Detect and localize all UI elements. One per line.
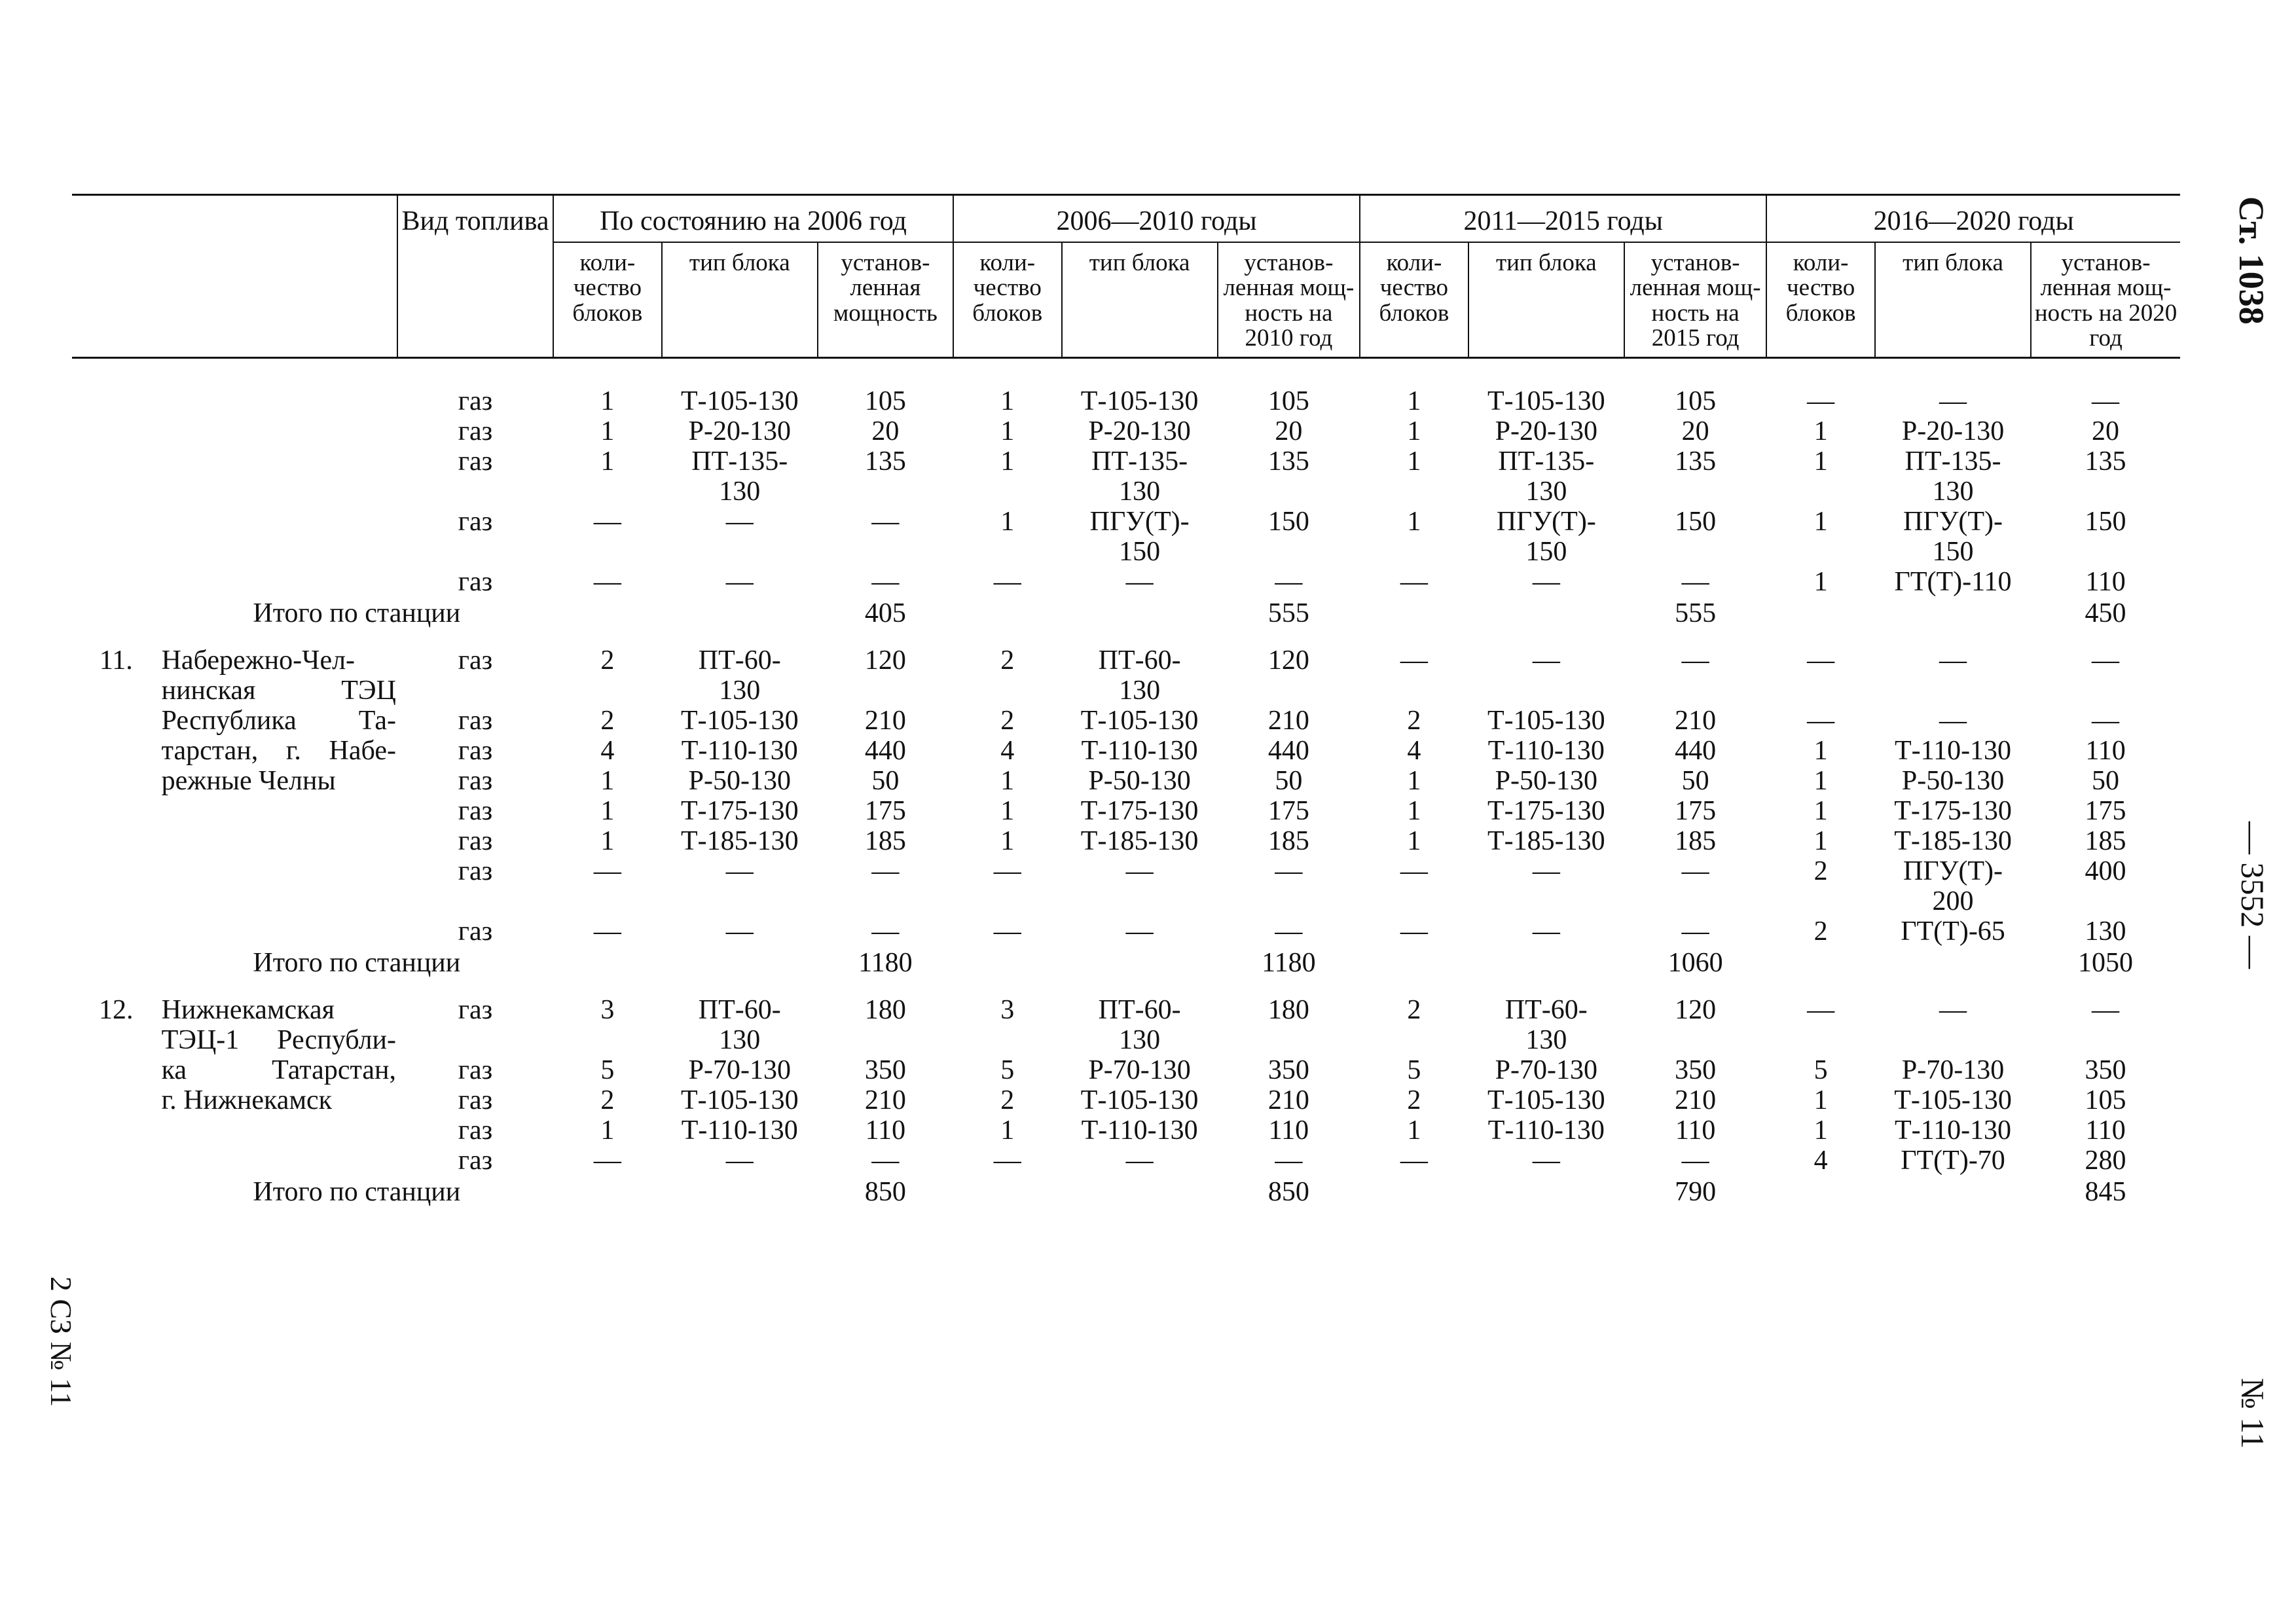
capacity-cell: 105 xyxy=(1267,386,1309,416)
type-cell: ПТ-60- 130 xyxy=(1504,994,1588,1055)
qty-cell: 1 xyxy=(1813,795,1828,826)
type-cell: ПГУ(Т)- 150 xyxy=(1496,506,1596,567)
type-cell: Т-175-130 xyxy=(680,795,799,826)
type-cell: Р-50-130 xyxy=(1901,765,2005,796)
qty-header: коли-чество блоков xyxy=(1766,242,1875,357)
capacity-cell: — xyxy=(1275,916,1303,947)
station-total-value: 555 xyxy=(1267,598,1309,628)
type-cell: ПТ-135- 130 xyxy=(1091,446,1188,507)
qty-cell: 1 xyxy=(1000,795,1015,826)
qty-cell: 1 xyxy=(1407,386,1421,416)
station-header xyxy=(72,195,397,358)
type-cell: Т-105-130 xyxy=(680,705,799,736)
qty-cell: — xyxy=(1400,645,1428,676)
fuel-cell: газ xyxy=(458,705,493,736)
capacity-cell: 20 xyxy=(2092,416,2120,446)
fuel-cell: газ xyxy=(458,795,493,826)
fuel-cell: газ xyxy=(458,1115,493,1146)
type-cell: ПТ-135- 130 xyxy=(691,446,788,507)
qty-cell: 2 xyxy=(600,645,615,676)
capacity-cell: — xyxy=(871,1145,900,1176)
qty-cell: 2 xyxy=(1813,856,1828,886)
capacity-cell: 210 xyxy=(864,1085,906,1115)
station-name-line: Республика Та- xyxy=(161,705,396,736)
capacity-cell: 135 xyxy=(1267,446,1309,477)
station-total-label: Итого по станции xyxy=(253,947,461,978)
capacity-cell: 105 xyxy=(2085,1085,2126,1115)
type-cell: — xyxy=(725,1145,754,1176)
qty-cell: — xyxy=(1807,386,1835,416)
capacity-cell: 135 xyxy=(864,446,906,477)
type-cell: Т-105-130 xyxy=(680,1085,799,1115)
capacity-cell: 20 xyxy=(1681,416,1709,446)
station-name-line: тарстан, г. Набе- xyxy=(161,735,396,766)
type-cell: Т-110-130 xyxy=(681,1115,798,1146)
capacity-cell: 135 xyxy=(2085,446,2126,477)
capacity-cell: 350 xyxy=(864,1055,906,1085)
qty-cell: 1 xyxy=(600,416,615,446)
fuel-cell: газ xyxy=(458,1085,493,1115)
type-cell: Р-50-130 xyxy=(1088,765,1191,796)
station-total-value: 1060 xyxy=(1667,947,1723,978)
capacity-cell: 210 xyxy=(1675,705,1717,736)
qty-cell: 2 xyxy=(1407,705,1421,736)
qty-cell: 2 xyxy=(1407,1085,1421,1115)
qty-cell: 1 xyxy=(1813,765,1828,796)
type-cell: — xyxy=(1939,645,1967,676)
capacity-cell: 120 xyxy=(1675,994,1717,1025)
type-header: тип блока xyxy=(662,242,818,357)
capacity-cell: — xyxy=(1681,856,1709,886)
type-cell: — xyxy=(1939,705,1967,736)
type-cell: Т-105-130 xyxy=(680,386,799,416)
qty-cell: 2 xyxy=(1000,1085,1015,1115)
capacity-cell: 180 xyxy=(1267,994,1309,1025)
type-cell: Т-185-130 xyxy=(680,825,799,856)
station-name-line: нинская ТЭЦ xyxy=(161,675,396,706)
type-cell: Т-175-130 xyxy=(1080,795,1199,826)
type-cell: Р-50-130 xyxy=(1495,765,1597,796)
printer-signature: 2 СЗ № 11 xyxy=(45,1276,78,1407)
station-total-value: 790 xyxy=(1675,1176,1717,1207)
qty-cell: 1 xyxy=(1813,1085,1828,1115)
station-name-line: ка Татарстан, xyxy=(161,1055,396,1085)
qty-cell: 1 xyxy=(600,446,615,477)
qty-cell: 1 xyxy=(1813,1115,1828,1146)
type-cell: Р-70-130 xyxy=(1901,1055,2005,1085)
capacity-cell: 150 xyxy=(1267,506,1309,537)
type-cell: ПГУ(Т)- 150 xyxy=(1903,506,2003,567)
fuel-cell: газ xyxy=(458,1055,493,1085)
station-name xyxy=(160,386,397,597)
qty-cell: 3 xyxy=(600,994,615,1025)
type-cell: — xyxy=(725,566,754,597)
type-cell: Т-110-130 xyxy=(1894,735,2012,766)
type-cell: Т-185-130 xyxy=(1894,825,2012,856)
type-cell: Р-20-130 xyxy=(1088,416,1191,446)
type-cell: — xyxy=(1532,916,1560,947)
type-cell: ГТ(Т)-65 xyxy=(1901,916,2005,947)
capacity-cell: 440 xyxy=(1675,735,1717,766)
qty-cell: 2 xyxy=(1813,916,1828,947)
qty-cell: 3 xyxy=(1000,994,1015,1025)
type-cell: Т-175-130 xyxy=(1487,795,1605,826)
issue-number: № 11 xyxy=(2234,1378,2271,1449)
qty-cell: — xyxy=(993,916,1021,947)
qty-cell: 2 xyxy=(600,1085,615,1115)
type-header: тип блока xyxy=(1875,242,2031,357)
type-cell: — xyxy=(1532,566,1560,597)
type-cell: Т-105-130 xyxy=(1080,705,1199,736)
table-row xyxy=(72,386,2180,416)
station-total-value: 850 xyxy=(1267,1176,1309,1207)
fuel-cell: газ xyxy=(458,916,493,947)
capacity-cell: 185 xyxy=(1675,825,1717,856)
fuel-cell: газ xyxy=(458,446,493,477)
capacity-cell: — xyxy=(1275,1145,1303,1176)
type-cell: Р-20-130 xyxy=(688,416,791,446)
capacity-header: установ-ленная мощ-ность на 2010 год xyxy=(1218,242,1360,357)
qty-cell: 2 xyxy=(1000,645,1015,676)
qty-cell: 1 xyxy=(1407,506,1421,537)
group-header-2016-2020: 2016—2020 годы xyxy=(1766,195,2180,242)
capacity-cell: 105 xyxy=(864,386,906,416)
qty-cell: 1 xyxy=(1000,386,1015,416)
station-total-row xyxy=(72,1176,2180,1215)
qty-cell: — xyxy=(1400,856,1428,886)
qty-cell: 5 xyxy=(1407,1055,1421,1085)
capacity-cell: 130 xyxy=(2085,916,2126,947)
qty-cell: 1 xyxy=(1000,765,1015,796)
fuel-cell: газ xyxy=(458,825,493,856)
capacity-cell: 350 xyxy=(1267,1055,1309,1085)
capacity-cell: 175 xyxy=(864,795,906,826)
qty-header: коли-чество блоков xyxy=(553,242,662,357)
capacity-cell: 185 xyxy=(864,825,906,856)
qty-cell: 1 xyxy=(1813,446,1828,477)
qty-cell: 5 xyxy=(1813,1055,1828,1085)
capacity-cell: 120 xyxy=(864,645,906,676)
qty-cell: 1 xyxy=(600,795,615,826)
capacity-cell: 110 xyxy=(1268,1115,1309,1146)
capacity-cell: 135 xyxy=(1675,446,1717,477)
capacity-cell: 175 xyxy=(1675,795,1717,826)
type-cell: Т-110-130 xyxy=(1487,735,1605,766)
type-cell: ПТ-60- 130 xyxy=(1098,994,1181,1055)
type-cell: Т-105-130 xyxy=(1487,1085,1605,1115)
station-name-line: режные Челны xyxy=(161,765,336,796)
capacity-cell: 350 xyxy=(2085,1055,2126,1085)
qty-cell: 1 xyxy=(1407,1115,1421,1146)
type-cell: Т-105-130 xyxy=(1080,1085,1199,1115)
capacity-cell: — xyxy=(2092,386,2120,416)
fuel-cell: газ xyxy=(458,386,493,416)
capacity-cell: 185 xyxy=(1267,825,1309,856)
type-cell: Т-110-130 xyxy=(1894,1115,2012,1146)
group-header-2006-2010: 2006—2010 годы xyxy=(953,195,1360,242)
type-cell: — xyxy=(725,506,754,537)
capacity-cell: 50 xyxy=(2092,765,2120,796)
qty-cell: 1 xyxy=(1407,825,1421,856)
type-header: тип блока xyxy=(1062,242,1218,357)
capacity-cell: 280 xyxy=(2085,1145,2126,1176)
type-cell: Т-110-130 xyxy=(1081,1115,1198,1146)
qty-cell: 4 xyxy=(1000,735,1015,766)
qty-cell: — xyxy=(1807,705,1835,736)
capacity-cell: 185 xyxy=(2085,825,2126,856)
station-total-value: 1180 xyxy=(858,947,913,978)
fuel-cell: газ xyxy=(458,566,493,597)
capacity-cell: 210 xyxy=(1675,1085,1717,1115)
qty-cell: 1 xyxy=(1000,825,1015,856)
qty-cell: 1 xyxy=(1407,765,1421,796)
qty-cell: 5 xyxy=(600,1055,615,1085)
station-total-value: 850 xyxy=(864,1176,906,1207)
document-number: — 3552 — xyxy=(2234,821,2271,969)
group-header-2011-2015: 2011—2015 годы xyxy=(1360,195,1766,242)
qty-cell: 1 xyxy=(600,386,615,416)
fuel-header: Вид топлива xyxy=(397,195,553,358)
station-total-row xyxy=(72,947,2180,986)
type-cell: — xyxy=(1125,916,1154,947)
table-row xyxy=(72,636,2180,706)
capacity-cell: 20 xyxy=(1275,416,1303,446)
station-number: 11. xyxy=(99,645,133,676)
station-total-value: 845 xyxy=(2085,1176,2126,1207)
capacity-cell: — xyxy=(2092,645,2120,676)
capacity-cell: 175 xyxy=(2085,795,2126,826)
capacity-cell: 150 xyxy=(1675,506,1717,537)
type-cell: Р-50-130 xyxy=(688,765,791,796)
station-name-line: г. Нижнекамск xyxy=(161,1085,333,1115)
capacity-cell: 110 xyxy=(2085,1115,2126,1146)
station-total-label: Итого по станции xyxy=(253,1176,461,1207)
capacity-header: установ-ленная мощ-ность на 2020 год xyxy=(2031,242,2180,357)
qty-cell: 1 xyxy=(1000,1115,1015,1146)
type-cell: ГТ(Т)-110 xyxy=(1894,566,2012,597)
fuel-cell: газ xyxy=(458,416,493,446)
type-header: тип блока xyxy=(1468,242,1624,357)
qty-cell: 1 xyxy=(1813,566,1828,597)
table-row xyxy=(72,986,2180,1055)
type-cell: ПТ-135- 130 xyxy=(1904,446,2001,507)
station-total-value: 450 xyxy=(2085,598,2126,628)
qty-cell: 1 xyxy=(1000,506,1015,537)
qty-cell: — xyxy=(1807,645,1835,676)
qty-cell: — xyxy=(593,856,621,886)
capacity-cell: — xyxy=(871,856,900,886)
station-total-value: 1180 xyxy=(1262,947,1316,978)
type-cell: — xyxy=(1125,1145,1154,1176)
station-number xyxy=(72,386,160,597)
qty-cell: 1 xyxy=(600,1115,615,1146)
capacity-cell: 110 xyxy=(1675,1115,1716,1146)
type-cell: — xyxy=(725,856,754,886)
capacity-cell: 210 xyxy=(864,705,906,736)
type-cell: Т-175-130 xyxy=(1894,795,2012,826)
qty-cell: — xyxy=(593,506,621,537)
type-cell: Р-20-130 xyxy=(1495,416,1597,446)
type-cell: Т-105-130 xyxy=(1487,386,1605,416)
fuel-cell: газ xyxy=(458,1145,493,1176)
type-cell: Т-105-130 xyxy=(1080,386,1199,416)
type-cell: Р-70-130 xyxy=(1495,1055,1597,1085)
page-number: Ст. 1038 xyxy=(2232,196,2271,325)
type-cell: ПГУ(Т)- 200 xyxy=(1903,856,2003,916)
capacity-cell: — xyxy=(1275,566,1303,597)
capacity-header: установ-ленная мощ-ность на 2015 год xyxy=(1624,242,1766,357)
capacity-cell: — xyxy=(871,916,900,947)
type-cell: ПТ-135- 130 xyxy=(1498,446,1595,507)
qty-cell: 1 xyxy=(600,825,615,856)
qty-cell: — xyxy=(993,566,1021,597)
station-total-value: 555 xyxy=(1675,598,1717,628)
qty-cell: 2 xyxy=(1407,994,1421,1025)
station-name-line: Нижнекамская xyxy=(161,994,335,1025)
capacity-cell: 50 xyxy=(871,765,900,796)
station-name-line: Набережно-Чел- xyxy=(161,645,355,676)
capacity-cell: 150 xyxy=(2085,506,2126,537)
qty-cell: 1 xyxy=(1000,446,1015,477)
fuel-cell: газ xyxy=(458,506,493,537)
power-units-table xyxy=(72,194,2180,1215)
type-cell: — xyxy=(1939,386,1967,416)
type-cell: Т-110-130 xyxy=(1081,735,1198,766)
qty-cell: — xyxy=(1400,566,1428,597)
qty-cell: 4 xyxy=(600,735,615,766)
capacity-cell: 350 xyxy=(1675,1055,1717,1085)
type-cell: Т-185-130 xyxy=(1487,825,1605,856)
qty-cell: 1 xyxy=(1000,416,1015,446)
qty-cell: — xyxy=(593,1145,621,1176)
capacity-cell: — xyxy=(871,506,900,537)
type-cell: ПГУ(Т)- 150 xyxy=(1089,506,1190,567)
qty-cell: 1 xyxy=(1813,735,1828,766)
qty-cell: 2 xyxy=(1000,705,1015,736)
qty-cell: 2 xyxy=(600,705,615,736)
capacity-cell: — xyxy=(1681,645,1709,676)
qty-cell: 1 xyxy=(1407,446,1421,477)
qty-cell: — xyxy=(993,1145,1021,1176)
type-cell: Т-185-130 xyxy=(1080,825,1199,856)
capacity-cell: 400 xyxy=(2085,856,2126,886)
type-cell: Р-20-130 xyxy=(1901,416,2005,446)
fuel-cell: газ xyxy=(458,856,493,886)
station-total-label: Итого по станции xyxy=(253,598,461,628)
capacity-cell: 105 xyxy=(1675,386,1717,416)
capacity-cell: 180 xyxy=(864,994,906,1025)
fuel-cell: газ xyxy=(458,735,493,766)
capacity-cell: — xyxy=(2092,705,2120,736)
qty-cell: — xyxy=(993,856,1021,886)
capacity-cell: 110 xyxy=(865,1115,906,1146)
capacity-cell: 110 xyxy=(2085,566,2126,597)
table-body xyxy=(72,357,2180,1215)
group-header-2006: По состоянию на 2006 год xyxy=(553,195,953,242)
type-cell: ГТ(Т)-70 xyxy=(1901,1145,2005,1176)
station-name xyxy=(160,636,397,947)
capacity-cell: 210 xyxy=(1267,705,1309,736)
type-cell: — xyxy=(1125,566,1154,597)
station-total-value: 405 xyxy=(864,598,906,628)
fuel-cell: газ xyxy=(458,765,493,796)
qty-cell: — xyxy=(593,566,621,597)
qty-cell: — xyxy=(1400,916,1428,947)
type-cell: Т-110-130 xyxy=(681,735,798,766)
station-name-line: ТЭЦ-1 Республи- xyxy=(161,1024,396,1055)
capacity-cell: 50 xyxy=(1681,765,1709,796)
station-total-value: 1050 xyxy=(2078,947,2134,978)
qty-header: коли-чество блоков xyxy=(1360,242,1468,357)
capacity-cell: 50 xyxy=(1275,765,1303,796)
capacity-header: установ-ленная мощность xyxy=(818,242,953,357)
qty-cell: 1 xyxy=(1813,416,1828,446)
station-name xyxy=(160,986,397,1176)
capacity-cell: 210 xyxy=(1267,1085,1309,1115)
qty-cell: 4 xyxy=(1407,735,1421,766)
type-cell: Р-70-130 xyxy=(1088,1055,1191,1085)
capacity-cell: — xyxy=(2092,994,2120,1025)
qty-cell: 5 xyxy=(1000,1055,1015,1085)
qty-cell: 1 xyxy=(600,765,615,796)
capacity-cell: — xyxy=(1681,1145,1709,1176)
fuel-cell: газ xyxy=(458,645,493,676)
qty-cell: 1 xyxy=(1407,416,1421,446)
type-cell: Т-105-130 xyxy=(1487,705,1605,736)
type-cell: — xyxy=(1532,1145,1560,1176)
qty-cell: — xyxy=(1400,1145,1428,1176)
capacity-cell: 20 xyxy=(871,416,900,446)
type-cell: Т-105-130 xyxy=(1894,1085,2012,1115)
type-cell: Р-70-130 xyxy=(688,1055,791,1085)
capacity-cell: 440 xyxy=(864,735,906,766)
qty-cell: 1 xyxy=(1813,825,1828,856)
station-number: 12. xyxy=(99,994,134,1025)
type-cell: ПТ-60- 130 xyxy=(698,645,781,706)
station-total-row xyxy=(72,597,2180,636)
type-cell: ПТ-60- 130 xyxy=(698,994,781,1055)
type-cell: ПТ-60- 130 xyxy=(1098,645,1181,706)
capacity-cell: 110 xyxy=(2085,735,2126,766)
type-cell: — xyxy=(1125,856,1154,886)
qty-cell: — xyxy=(593,916,621,947)
qty-cell: 1 xyxy=(1813,506,1828,537)
capacity-cell: 175 xyxy=(1267,795,1309,826)
capacity-cell: 120 xyxy=(1267,645,1309,676)
qty-cell: 4 xyxy=(1813,1145,1828,1176)
type-cell: — xyxy=(1532,645,1560,676)
type-cell: — xyxy=(725,916,754,947)
type-cell: — xyxy=(1532,856,1560,886)
capacity-cell: — xyxy=(871,566,900,597)
capacity-cell: — xyxy=(1681,916,1709,947)
type-cell: Т-110-130 xyxy=(1487,1115,1605,1146)
qty-header: коли-чество блоков xyxy=(953,242,1062,357)
type-cell: — xyxy=(1939,994,1967,1025)
capacity-cell: — xyxy=(1681,566,1709,597)
qty-cell: 1 xyxy=(1407,795,1421,826)
fuel-cell: газ xyxy=(458,994,493,1025)
qty-cell: — xyxy=(1807,994,1835,1025)
capacity-cell: — xyxy=(1275,856,1303,886)
capacity-cell: 440 xyxy=(1267,735,1309,766)
